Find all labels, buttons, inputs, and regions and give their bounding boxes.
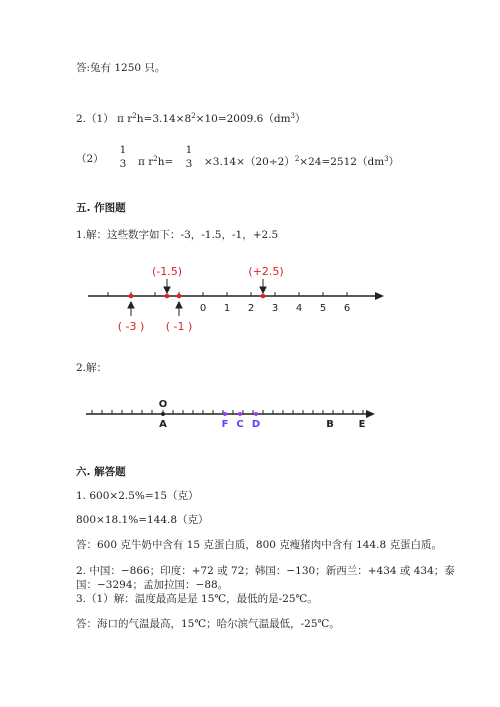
s6-line2: 800×18.1%=144.8（克） [76,514,209,526]
s6-line1: 1. 600×2.5%=15（克） [76,490,199,502]
s5-q2: 2.解： [76,362,108,374]
q2-part1: 2.（1） π $r^2h=3.14\times 8^2\times 10=2009.6(dm^3)$ [76,112,306,125]
point-D [254,412,258,416]
label-C: C [236,419,244,430]
q2-part2-prefix: （2） [76,153,104,165]
s6-line4: 2. 中国：−866；印度：+72 或 72；韩国：−130；新西兰：+434 或 434；泰 [76,565,455,577]
label-B: B [326,419,334,430]
tick-label-3: 3 [271,303,279,314]
label-D: D [251,419,261,430]
section-6-title: 六. 解答题 [76,466,126,478]
point-minus-1-5 [165,294,170,299]
s6-line7: 答：海口的气温最高，15℃；哈尔滨气温最低，-25℃。 [76,618,340,630]
fraction-den: 3 [119,158,127,170]
label-plus-2-5: (+2.5) [248,265,284,278]
point-origin [161,412,165,416]
tick-label-1: 1 [223,303,231,314]
fraction-den: 3 [185,158,193,170]
tick-label-0: 0 [199,303,207,314]
label-A: A [159,419,167,430]
tick-label-4: 4 [295,303,303,314]
answer-rabbits: 答:兔有 1250 只。 [76,62,166,74]
s6-line3: 答：600 克牛奶中含有 15 克蛋白质，800 克瘦猪肉中含有 144.8 克蛋白质。 [76,539,443,551]
section-5-title: 五. 作图题 [76,202,126,214]
q2-part2-mid: π $r^2h=$ [138,155,174,168]
point-F [223,412,227,416]
point-C [238,412,242,416]
s6-line5: 国：−3294；孟加拉国：−88。 [76,579,229,591]
point-minus-3 [129,294,134,299]
tick-label-5: 5 [319,303,327,314]
label-minus-1: ( -1 ) [165,320,193,333]
label-F: F [221,419,229,430]
fraction-num: 1 [119,144,127,156]
fraction-num: 1 [185,144,193,156]
label-minus-1-5: (-1.5) [151,265,183,278]
s6-line6: 3.（1）解：温度最高是是 15℃，最低的是-25℃。 [76,593,318,605]
label-minus-3: ( -3 ) [117,320,145,333]
point-minus-1 [177,294,182,299]
label-E: E [358,419,366,430]
s5-q1: 1.解：这些数字如下：-3，-1.5，-1，+2.5 [76,229,279,241]
tick-label-2: 2 [247,303,255,314]
tick-label-6: 6 [343,303,351,314]
label-O: O [158,399,168,410]
q2-part2-suffix: $\times 3.14\times(20\div 2)^2\times 24=2512(dm^3)$ [204,155,400,168]
point-plus-2-5 [261,294,266,299]
